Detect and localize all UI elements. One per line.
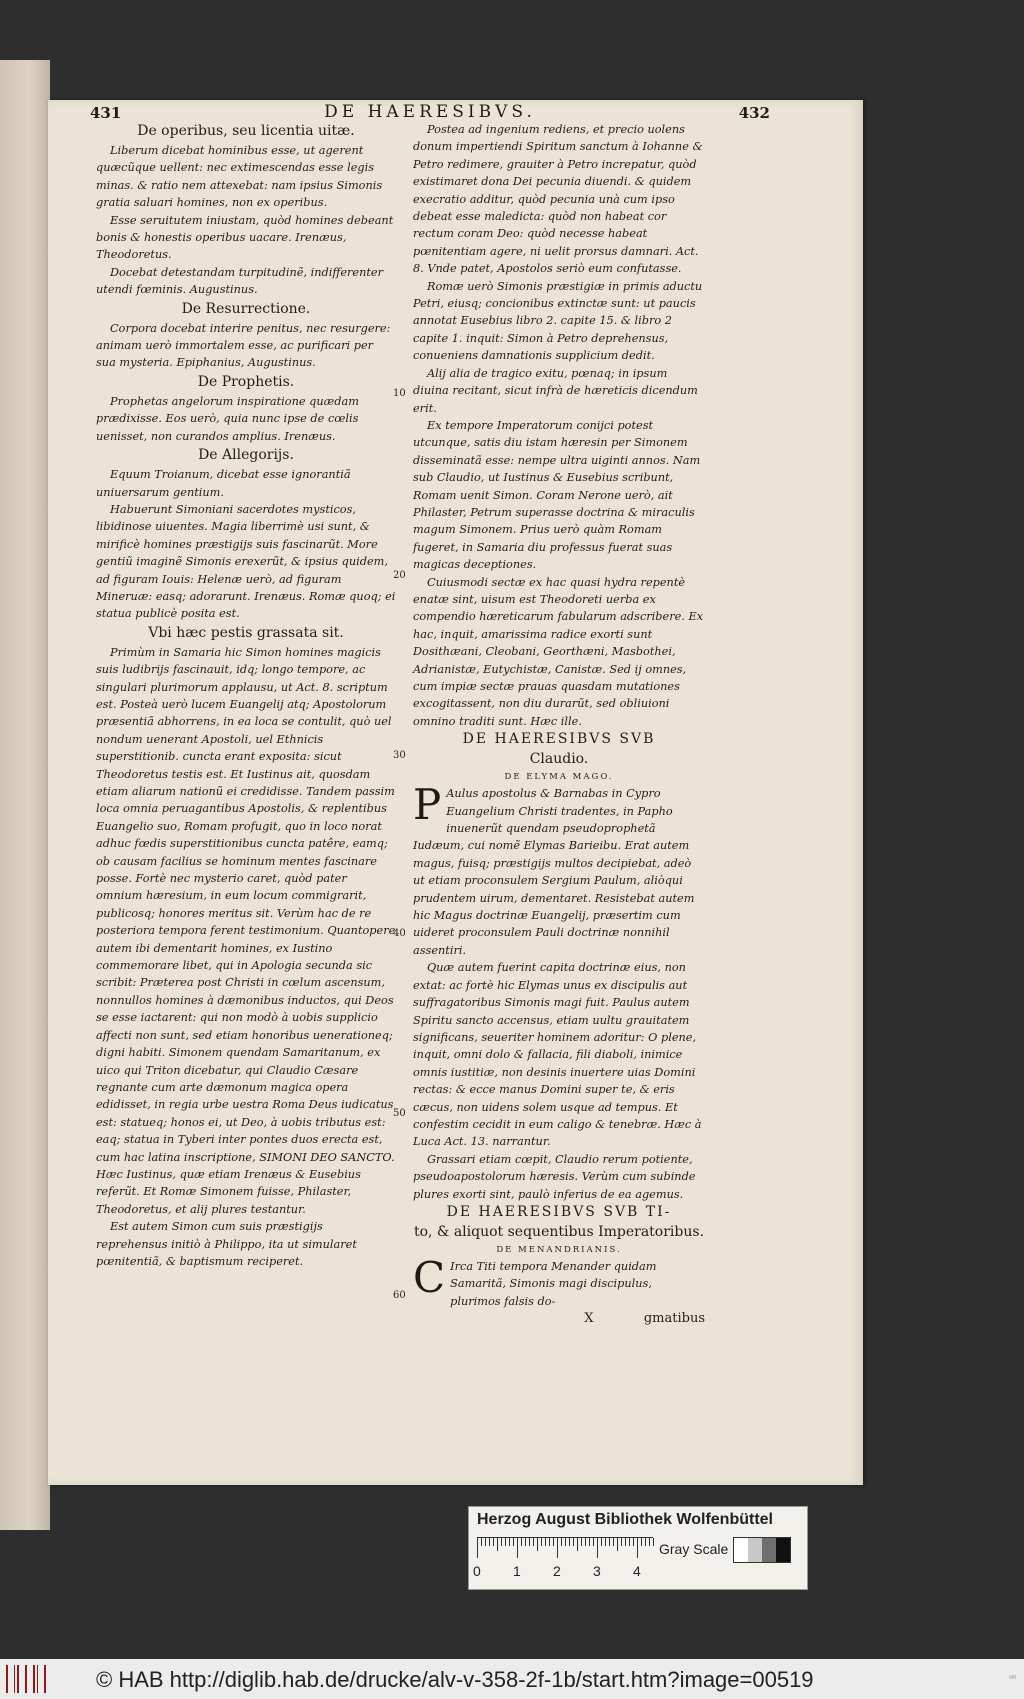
paragraph: Postea ad ingenium rediens, et precio uolens donum impertiendi Spiritum sanctum à Iohanne & Petro redimere, grauiter à Petro increpatur, quòd existimaret dona Dei pecunia diuendi. & quidem execratio additur, quòd pecunia unà cum ipso debeat esse maledicta: quòd non habeat cor rectum coram Deo: quòd necesse habeat pœnitentiam agere, ni uelit prorsus damnari. Act. 8. Vnde patet, Apostolos seriò eum confutasse.: [413, 123, 703, 276]
line-number: 60: [393, 1290, 406, 1301]
ruler-tick: [601, 1538, 602, 1546]
logo-bar: [21, 1665, 23, 1693]
gray-scale-label: Gray Scale: [659, 1541, 729, 1557]
ruler-number: 2: [553, 1563, 561, 1579]
logo-bar: [10, 1665, 12, 1693]
gray-swatch-cell: [748, 1538, 762, 1562]
logo-bar: [44, 1665, 46, 1693]
ruler-tick: [545, 1538, 546, 1546]
section-heading: De operibus, seu licentia uitæ.: [137, 123, 355, 139]
drop-cap: P: [413, 780, 442, 830]
ruler-tick: [633, 1538, 634, 1546]
hab-logo-icon: [6, 1665, 46, 1693]
section-heading: De Resurrectione.: [181, 300, 311, 317]
ruler-tick: [485, 1538, 486, 1546]
page-number-right: 432: [738, 104, 770, 122]
catchword: gmatibus: [643, 1311, 705, 1327]
page-number-left: 431: [90, 104, 122, 122]
logo-bar: [6, 1665, 8, 1693]
subsection-heading: DE ELYMA MAGO.: [504, 772, 614, 783]
ruler-tick: [525, 1538, 526, 1546]
ruler-tick: [597, 1538, 598, 1558]
ruler-tick: [521, 1538, 522, 1546]
ruler-tick: [589, 1538, 590, 1546]
paragraph: Corpora docebat interire penitus, nec resurgere: animam uerò immortalem esse, ac purificari per sua mysteria. Epiphanius, Augustinus.: [96, 321, 391, 370]
paragraph: Ex tempore Imperatorum conijci potest utcunque, satis diu istam hæresin per Simonem disseminatã esse: nempe ultra uiginti annos. Nam sub Claudio, ut Iustinus & Eusebius scribunt, Romam uenit Simon. Coram Nerone uerò, ait Philaster, Petrum superasse doctrina & miraculis magum Simonem. Prius uerò quàm Romam fugeret, in Samaria diu professus fuerat suas magicas deceptiones.: [413, 418, 701, 572]
right-text-column: [413, 121, 705, 1328]
ruler-tick: [493, 1538, 494, 1546]
ruler-tick: [541, 1538, 542, 1546]
ruler-tick: [577, 1538, 578, 1551]
ruler-number: 1: [513, 1563, 521, 1579]
library-reference-slip: [468, 1506, 808, 1590]
chapter-subheading: Claudio.: [529, 751, 589, 768]
ruler-tick: [649, 1538, 650, 1546]
running-title: DE HAERESIBVS.: [324, 102, 536, 122]
paragraph: Equum Troianum, dicebat esse ignorantiã uniuersarum gentium.: [96, 468, 351, 499]
gray-swatch-cell: [762, 1538, 776, 1562]
drop-cap: C: [413, 1252, 446, 1302]
paragraph: Habuerunt Simoniani sacerdotes mysticos, libidinose uiuentes. Magia liberrimè usi sunt, & mirificè homines præstigijs suis fascinarũt. More gentiũ imaginẽ Simonis erexerũt, & ipsius quidem, ad figuram Iouis: Helenæ uerò, ad figuram Mineruæ: easq; adorarunt. Irenæus. Romæ quoq; ei statua publicè posita est.: [96, 502, 396, 621]
ruler-tick: [621, 1538, 622, 1546]
ruler-tick: [585, 1538, 586, 1546]
paragraph: Est autem Simon cum suis præstigijs reprehensus initiò à Philippo, ita ut simularet pœnitentiã, & baptismum reciperet.: [96, 1220, 357, 1268]
footer-indicator: ᵉᵒᵗ: [1009, 1675, 1016, 1682]
ruler-tick: [645, 1538, 646, 1546]
chapter-subheading: to, & aliquot sequentibus Imperatoribus.: [413, 1223, 705, 1240]
ruler-number: 0: [473, 1563, 481, 1579]
source-url[interactable]: © HAB http://diglib.hab.de/drucke/alv-v-358-2f-1b/start.htm?image=00519: [96, 1667, 814, 1692]
paragraph: Docebat detestandam turpitudinẽ, indifferenter utendi fœminis. Augustinus.: [96, 265, 384, 297]
ruler-tick: [533, 1538, 534, 1546]
ruler-tick: [553, 1538, 554, 1546]
logo-bar: [40, 1665, 42, 1693]
line-number: 30: [393, 750, 406, 761]
ruler-tick: [625, 1538, 626, 1546]
paragraph: Esse seruitutem iniustam, quòd homines debeant bonis & honestis operibus uacare. Irenæus, Theodoretus.: [96, 213, 394, 262]
ruler-tick: [509, 1538, 510, 1546]
left-text-column: [96, 121, 396, 1270]
section-heading: Vbi hæc pestis grassata sit.: [148, 624, 344, 641]
paragraph: Quæ autem fuerint capita doctrinæ eius, non extat: ac fortè hic Elymas unus ex discipulis aut suffragatoribus Simonis magi fuit. Paulus autem Spiritu sancto accensus, etiam uultu grauitatem significans, seueriter hominem adoritur: O plene, inquit, omni dolo & fallacia, fili diaboli, inimice omnis iustitiæ, non desinis inuertere uias Domini rectas: & ecce manus Domini super te, & eris cæcus, non uidens solem usque ad tempus. Et confestim cecidit in eum caligo & tenebræ. Hæc à Luca Act. 13. narrantur.: [413, 961, 702, 1149]
ruler-tick: [513, 1538, 514, 1546]
paragraph-with-initial: [413, 1252, 705, 1310]
ruler-tick: [505, 1538, 506, 1546]
paragraph: Grassari etiam cœpit, Claudio rerum potiente, pseudoapostolorum hæresis. Verùm cum subinde plures exorti sint, paulò inferius de ea agemus.: [413, 1152, 696, 1201]
ruler-tick: [609, 1538, 610, 1546]
paragraph: Primùm in Samaria hic Simon homines magicis suis ludibrijs fascinauit, idq; longo tempore, ac singulari plurimorum applausu, ut Act. 8. scriptum est. Posteà uerò lucem Euangelij atq; Apostolorum præsentiã abhorrens, in ea loca se contulit, quò uel nondum uenerant Apostoli, uel Ethnicis superstitionib. cuncta erant exposita: sicut Theodoretus testis est. Et Iustinus ait, quosdam etiam aliarum nationũ ei credidisse. Tandem passim loca omnia peruagantibus Apostolis, & replentibus Euangelio suo, Romam profugit, quo in loco norat adhuc fœdis superstitionibus cuncta patêre, eamq; ob causam facilius se hominum mentes fascinare posse. Fortè nec mysterio caret, quòd pater omnium hæresium, in eum locum commigrarit, publicosq; honores meritus sit. Verùm hac de re posteriora tempora ferent testimonium. Quantopere autem ibi dementarit homines, ex Iustino commemorare libet, qui in Apologia secunda sic scribit: Præterea post Christi in cœlum ascensum, nonnullos homines à dæmonibus inductos, qui Deos se esse iactarent: qui non modò à uobis supplicio affecti non sunt, sed etiam honoribus uenerationeq; digni habiti. Simonem quendam Samaritanum, ex uico qui Triton dicebatur, qui Claudio Cæsare regnante cum arte dæmonum magica opera edidisset, in regia urbe uestra Roma Deus iudicatus est: statueq; honos ei, ut Deo, à uobis tributus est: eaq; statua in Tyberi inter pontes duos erecta est, cum hac latina inscriptione, SIMONI DEO SANCTO. Hæc Iustinus, quæ etiam Irenæus & Eusebius referũt. Et Romæ Simonem fuisse, Philaster, Theodoretus, et alij plures testantur.: [96, 645, 396, 1216]
ruler-tick: [617, 1538, 618, 1551]
ruler-tick: [557, 1538, 558, 1558]
ruler-tick: [569, 1538, 570, 1546]
gray-swatch-cell: [776, 1538, 790, 1562]
chapter-heading: DE HAERESIBVS SVB TI-: [446, 1203, 672, 1220]
ruler-tick: [573, 1538, 574, 1546]
section-heading: De Allegorijs.: [198, 447, 294, 464]
ruler-tick: [653, 1538, 654, 1546]
paragraph: Romæ uerò Simonis præstigiæ in primis aductu Petri, eiusq; concionibus extinctæ sunt: ut paucis annotat Eusebius libro 2. capite 15. & libro 2 capite 1. inquit: Simon à Petro deprehensus, conueniens damnationis supplicium dedit.: [413, 279, 703, 363]
ruler-tick: [629, 1538, 630, 1546]
line-number: 50: [393, 1108, 406, 1119]
ruler-tick: [561, 1538, 562, 1546]
paragraph: Cuiusmodi sectæ ex hac quasi hydra repentè enatæ sint, uisum est Theodoreti uerba ex compendio hæreticarum fabularum adscribere. Ex hac, inquit, amarissima radice exorti sunt Dosithæani, Cleobani, Georthæni, Masbothei, Adrianistæ, Eutychistæ, Canistæ. Sed ij omnes, cum impiæ sectæ prauas quasdam mutationes excogitassent, non diu durarũt, sed obliuioni omnino traditi sunt. Hæc ille.: [413, 575, 704, 728]
ruler-tick: [501, 1538, 502, 1546]
ruler-tick: [641, 1538, 642, 1546]
subsection-heading: DE MENANDRIANIS.: [496, 1244, 622, 1255]
library-name: Herzog August Bibliothek Wolfenbüttel: [477, 1511, 773, 1528]
signature-mark: X: [584, 1311, 594, 1327]
ruler-tick: [517, 1538, 518, 1558]
gray-scale-swatch: [733, 1537, 791, 1563]
line-number: 10: [393, 388, 406, 399]
paragraph: Liberum dicebat hominibus esse, ut agerent quæcũque uellent: nec extimescendas esse legis minas. & ratio nem attexebat: nam ipsius Simonis gratia saluari homines, non ex operibus.: [96, 144, 383, 210]
line-number: 20: [393, 570, 406, 581]
paragraph-text: Irca Titi tempora Menander quidam Samaritã, Simonis magi discipulus, plurimos falsis do-: [450, 1259, 657, 1308]
paragraph-with-initial: [413, 780, 705, 959]
logo-bar: [37, 1665, 39, 1693]
paragraph: Alij alia de tragico exitu, pœnaq; in ipsum diuina recitant, sicut infrà de hæreticis dicendum erit.: [413, 366, 698, 415]
section-heading: De Prophetis.: [197, 373, 295, 390]
ruler-tick: [489, 1538, 490, 1546]
chapter-heading: DE HAERESIBVS SVB: [462, 731, 656, 748]
scale-ruler: [477, 1537, 653, 1558]
previous-page-edge: [0, 60, 50, 1530]
ruler-tick: [497, 1538, 498, 1551]
ruler-tick: [581, 1538, 582, 1546]
logo-bar: [25, 1665, 27, 1693]
logo-bar: [14, 1665, 16, 1693]
catchword-line: [413, 1310, 705, 1327]
ruler-tick: [637, 1538, 638, 1558]
logo-bar: [33, 1665, 35, 1693]
paragraph-text: Aulus apostolus & Barnabas in Cypro Euangelium Christi tradentes, in Papho inuenerũt quendam pseudoprophetã Iudæum, cui nomẽ Elymas Barieibu. Erat autem magus, fuisq; præstigijs multos decipiebat, adeò ut etiam proconsulem Sergium Paulum, aliòqui prudentem uirum, dementaret. Resistebat autem hic Magus doctrinæ Euangelij, præsertim cum uideret proconsulem Pauli doctrinæ nonnihil assentiri.: [413, 787, 695, 957]
ruler-tick: [537, 1538, 538, 1551]
logo-bar: [17, 1665, 19, 1693]
ruler-tick: [593, 1538, 594, 1546]
line-number: 40: [393, 928, 406, 939]
ruler-tick: [481, 1538, 482, 1546]
ruler-number: 3: [593, 1563, 601, 1579]
ruler-tick: [549, 1538, 550, 1546]
ruler-tick: [529, 1538, 530, 1546]
viewer-footer: [0, 1659, 1024, 1699]
ruler-tick: [605, 1538, 606, 1546]
gray-swatch-cell: [734, 1538, 748, 1562]
ruler-tick: [565, 1538, 566, 1546]
ruler-number: 4: [633, 1563, 641, 1579]
ruler-tick: [613, 1538, 614, 1546]
ruler-tick: [477, 1538, 478, 1558]
logo-bar: [29, 1665, 31, 1693]
paragraph: Prophetas angelorum inspiratione quædam prædixisse. Eos uerò, quia nunc ipse de cœlis uenisset, non curandos amplius. Irenæus.: [96, 394, 359, 443]
